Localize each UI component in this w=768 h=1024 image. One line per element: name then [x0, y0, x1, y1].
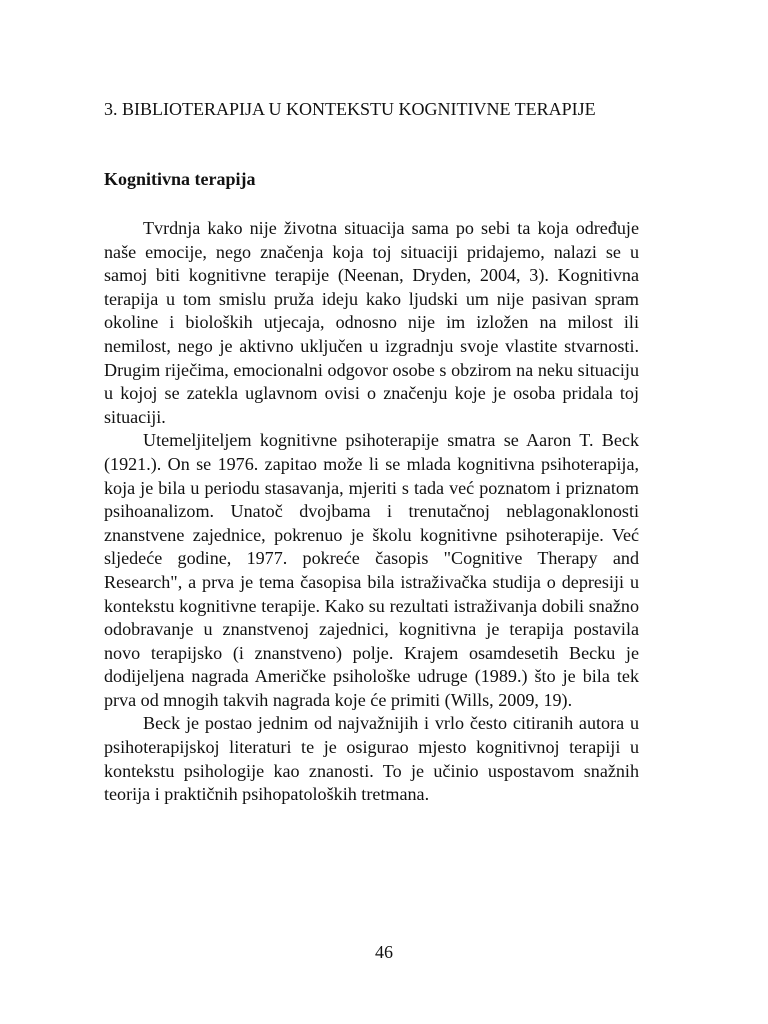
body-text: [104, 217, 639, 807]
chapter-title: 3. BIBLIOTERAPIJA U KONTEKSTU KOGNITIVNE TERAPIJE: [104, 99, 596, 119]
page-number: 46: [375, 942, 393, 962]
paragraph: Beck je postao jednim od najvažnijih i vrlo često citiranih autora u psihoterapijskoj literaturi te je osigurao mjesto kognitivnoj terapiji u kontekstu psihologije kao znanosti. To je učinio uspostavom snažnih teorija i praktičnih psihopatoloških tretmana.: [104, 713, 639, 805]
paragraph: Tvrdnja kako nije životna situacija sama po sebi ta koja određuje naše emocije, nego značenja koja toj situaciji pridajemo, nalazi se u samoj biti kognitivne terapije (Neenan, Dryden, 2004, 3). Kognitivna terapija u tom smislu pruža ideju kako ljudski um nije pasivan spram okoline i bioloških utjecaja, odnosno nije im izložen na milost ili nemilost, nego je aktivno uključen u izgradnju svoje vlastite stvarnosti. Drugim riječima, emocionalni odgovor osobe s obzirom na neku situaciju u kojoj se zatekla uglavnom ovisi o značenju koje je osoba pridala toj situaciji.: [104, 218, 639, 427]
document-page: [104, 96, 639, 807]
paragraph: Utemeljiteljem kognitivne psihoterapije smatra se Aaron T. Beck (1921.). On se 1976. zapitao može li se mlada kognitivna psihoterapija, koja je bila u periodu stasavanja, mjeriti s tada već poznatom i priznatom psihoanalizom. Unatoč dvojbama i trenutačnoj neblagonaklonosti znanstvene zajednice, pokrenuo je školu kognitivne psihoterapije. Već sljedeće godine, 1977. pokreće časopis "Cognitive Therapy and Research", a prva je tema časopisa bila istraživačka studija o depresiji u kontekstu kognitivne terapije. Kako su rezultati istraživanja dobili snažno odobravanje u znanstvenoj zajednici, kognitivna je terapija postavila novo terapijsko (i znanstveno) polje. Krajem osamdesetih Becku je dodijeljena nagrada Američke psihološke udruge (1989.) što je bila tek prva od mnogih takvih nagrada koje će primiti (Wills, 2009, 19).: [104, 430, 639, 710]
section-heading: Kognitivna terapija: [104, 169, 256, 189]
